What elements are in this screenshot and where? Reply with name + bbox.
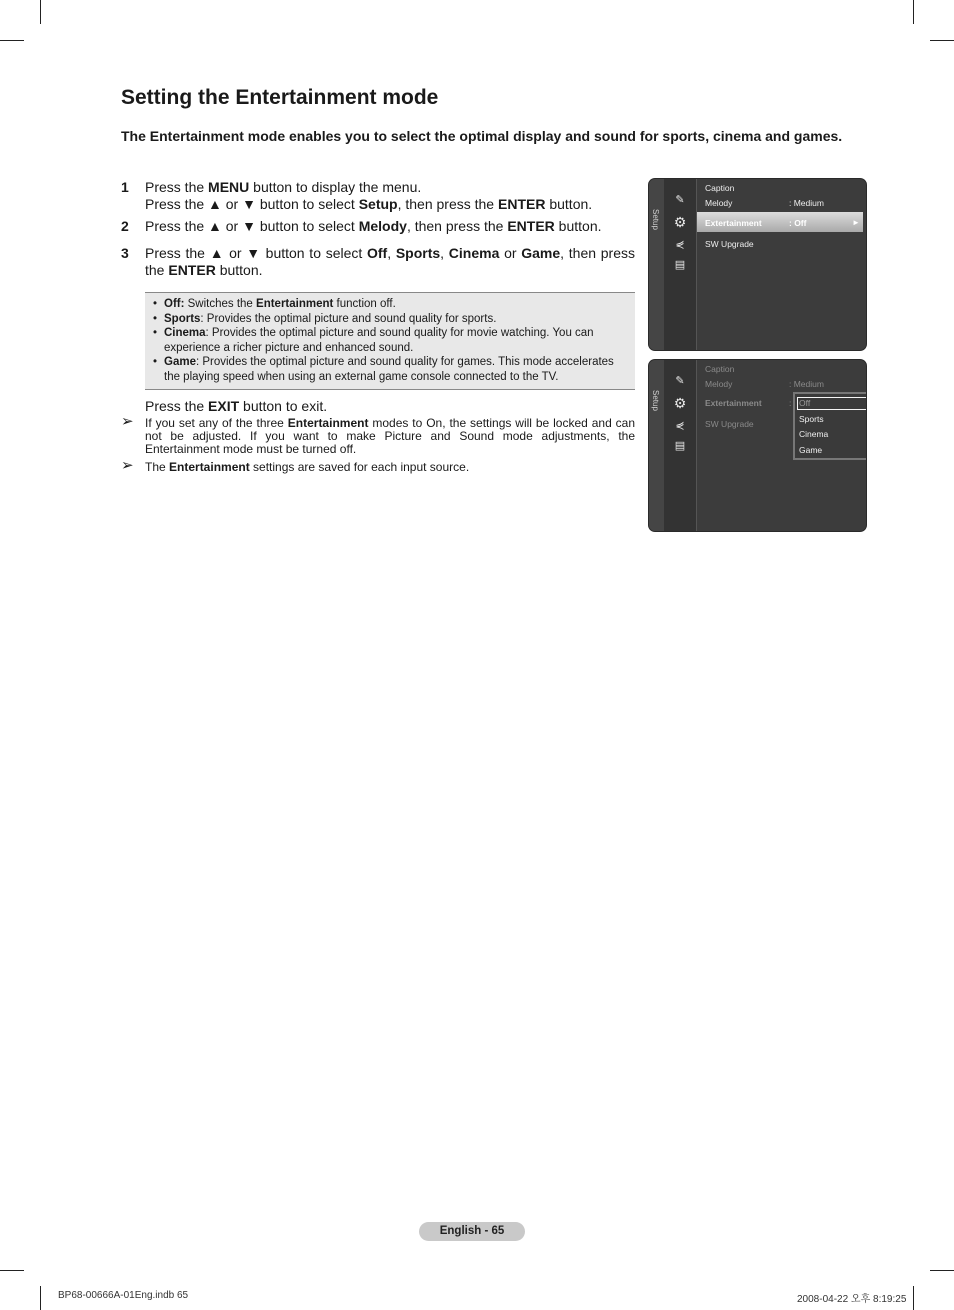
tip-arrow-icon: ➢ xyxy=(121,457,134,474)
entertainment-value: : Off xyxy=(789,218,807,228)
step-1-line-2: Press the ▲ or ▼ button to select Setup, then press the ENTER button. xyxy=(145,196,593,212)
note-off: • Off: Switches the Entertainment function off. xyxy=(153,297,627,312)
step-number: 1 xyxy=(121,179,129,195)
step-1 xyxy=(121,179,635,213)
footer-timestamp: 2008-04-22 오후 8:19:25 xyxy=(797,1294,907,1305)
support-icon: ▤ xyxy=(674,440,686,452)
input-icon: ⋞ xyxy=(675,420,685,432)
note-sports: • Sports: Provides the optimal picture and sound quality for sports. xyxy=(153,312,627,327)
melody-value: : Medium xyxy=(789,379,824,389)
entertainment-value: : xyxy=(789,398,792,408)
page-number-badge: English - 65 xyxy=(419,1222,525,1241)
intro-text: The Entertainment mode enables you to select the optimal display and sound for sports, cinema and games. xyxy=(121,128,843,144)
option-game[interactable]: Game xyxy=(799,445,823,455)
menu-item-melody[interactable]: Melody xyxy=(705,198,733,208)
tip-arrow-icon: ➢ xyxy=(121,413,134,430)
osd-side-label: Setup xyxy=(651,209,660,230)
crop-mark xyxy=(930,40,954,41)
exit-instruction: Press the EXIT button to exit. xyxy=(145,398,328,414)
setup-gear-icon: ⚙ xyxy=(673,214,687,230)
option-cinema[interactable]: Cinema xyxy=(799,429,829,439)
menu-item-melody[interactable]: Melody xyxy=(705,379,733,389)
arrow-right-icon: ► xyxy=(852,218,860,227)
crop-mark xyxy=(40,0,41,24)
crop-mark xyxy=(0,40,24,41)
support-icon: ▤ xyxy=(674,259,686,271)
menu-item-entertainment[interactable]: Extertainment xyxy=(705,398,762,408)
step-3: 3 Press the ▲ or ▼ button to select Off, Sports, Cinema or Game, then press the ENTER button. xyxy=(121,245,635,278)
melody-value: : Medium xyxy=(789,198,824,208)
option-off[interactable]: Off xyxy=(799,398,811,408)
menu-item-sw-upgrade[interactable]: SW Upgrade xyxy=(705,239,754,249)
picture-icon: ✎ xyxy=(675,375,685,387)
osd-setup-menu xyxy=(649,179,866,350)
page-title: Setting the Entertainment mode xyxy=(121,86,439,109)
setup-gear-icon: ⚙ xyxy=(673,395,687,411)
menu-item-entertainment[interactable]: Extertainment xyxy=(705,218,762,228)
input-icon: ⋞ xyxy=(675,239,685,251)
footer-file-name: BP68-00666A-01Eng.indb 65 xyxy=(58,1290,189,1301)
entertainment-options-list xyxy=(793,392,866,460)
step-number: 2 xyxy=(121,218,129,234)
menu-item-caption[interactable]: Caption xyxy=(705,183,735,193)
menu-item-sw-upgrade[interactable]: SW Upgrade xyxy=(705,419,754,429)
step-2: 2 Press the ▲ or ▼ button to select Melody, then press the ENTER button. xyxy=(121,218,602,234)
note-cinema: • Cinema: Provides the optimal picture and sound quality for movie watching. You can experience a richer picture and enhanced sound. xyxy=(153,326,627,355)
menu-item-caption[interactable]: Caption xyxy=(705,364,735,374)
crop-mark xyxy=(913,1286,914,1310)
picture-icon: ✎ xyxy=(675,194,685,206)
crop-mark xyxy=(930,1270,954,1271)
tip-locked: ➢ If you set any of the three Entertainment modes to On, the settings will be locked and can not be adjusted. If you want to make Picture and Sound mode adjustments, the Entertainment mode must be turned off. xyxy=(121,413,636,456)
step-1-line-1: Press the MENU button to display the menu. xyxy=(145,179,422,195)
tip-saved: ➢ The Entertainment settings are saved for each input source. xyxy=(121,457,470,474)
crop-mark xyxy=(40,1286,41,1310)
osd-entertainment-dropdown xyxy=(649,360,866,531)
mode-notes-box xyxy=(145,292,635,390)
crop-mark xyxy=(0,1270,24,1271)
crop-mark xyxy=(913,0,914,24)
note-game: • Game: Provides the optimal picture and sound quality for games. This mode accelerates the playing speed when using an external game console connected to the TV. xyxy=(153,355,627,384)
osd-side-label: Setup xyxy=(651,390,660,411)
option-sports[interactable]: Sports xyxy=(799,414,824,424)
step-number: 3 xyxy=(121,245,129,261)
